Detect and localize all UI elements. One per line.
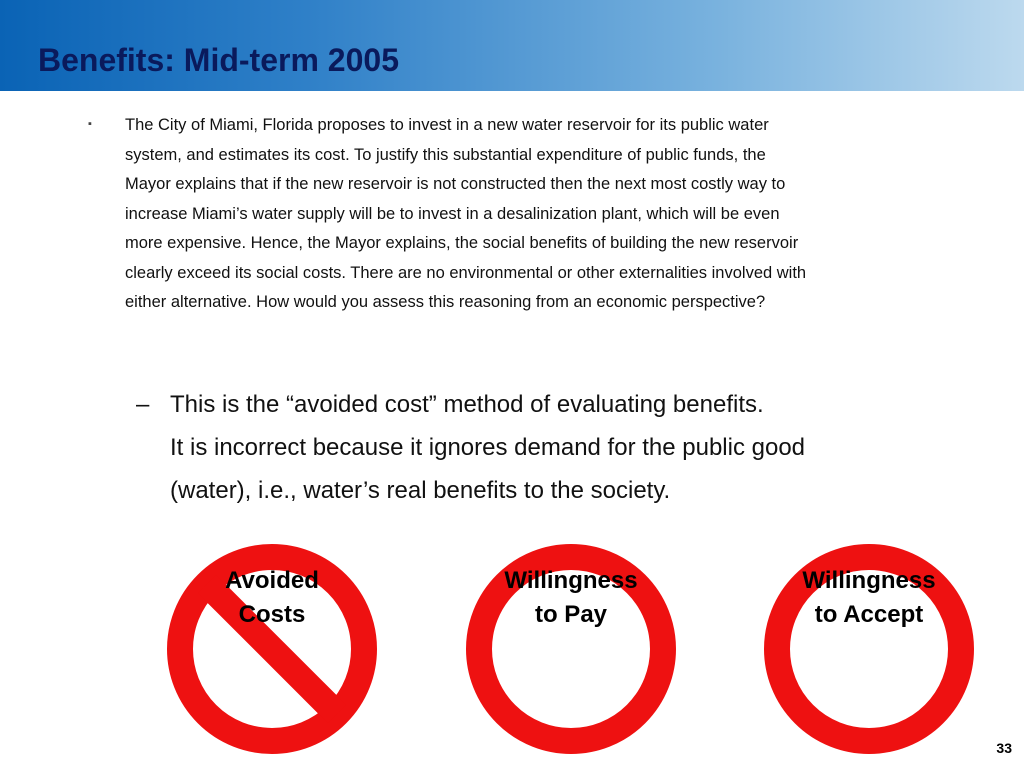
sign-label-line: Avoided — [225, 567, 319, 594]
no-sign-avoided-costs — [167, 544, 377, 754]
question-line: increase Miami’s water supply will be to invest in a desalinization plant, which will be even — [125, 204, 780, 223]
slide-title: Benefits: Mid-term 2005 — [38, 42, 399, 78]
circle-sign-willingness-to-pay — [466, 544, 676, 754]
answer-line: This is the “avoided cost” method of evaluating benefits. — [170, 391, 764, 418]
sign-label-line: to Accept — [814, 601, 924, 628]
answer-line: It is incorrect because it ignores demand for the public good — [170, 434, 806, 461]
answer-paragraph — [170, 383, 970, 512]
answer-line: (water), i.e., water’s real benefits to the society. — [170, 477, 671, 504]
title-bar — [0, 0, 1024, 91]
sign-label-line: Willingness — [504, 567, 638, 594]
question-line: system, and estimates its cost. To justify this substantial expenditure of public funds, the — [125, 145, 766, 164]
question-line: clearly exceed its social costs. There are no environmental or other externalities involved with — [125, 263, 807, 282]
sign-label-line: Willingness — [802, 567, 936, 594]
circle-sign-willingness-to-accept — [764, 544, 974, 754]
sign-label-line: Costs — [238, 601, 306, 628]
question-paragraph — [125, 111, 955, 318]
question-line: The City of Miami, Florida proposes to invest in a new water reservoir for its public water — [125, 116, 769, 134]
page-number: 33 — [996, 740, 1012, 756]
sign-label — [734, 564, 1004, 632]
question-line: Mayor explains that if the new reservoir is not constructed then the next most costly way to — [125, 175, 786, 193]
question-line: either alternative. How would you assess this reasoning from an economic perspective? — [125, 293, 766, 311]
sign-label-line: to Pay — [534, 601, 608, 628]
sign-label — [137, 564, 407, 632]
bullet-marker: ▪ — [88, 118, 92, 130]
question-line: more expensive. Hence, the Mayor explains, the social benefits of building the new reservoir — [125, 234, 799, 252]
sign-label — [436, 564, 706, 632]
sub-bullet-dash: – — [136, 391, 150, 418]
